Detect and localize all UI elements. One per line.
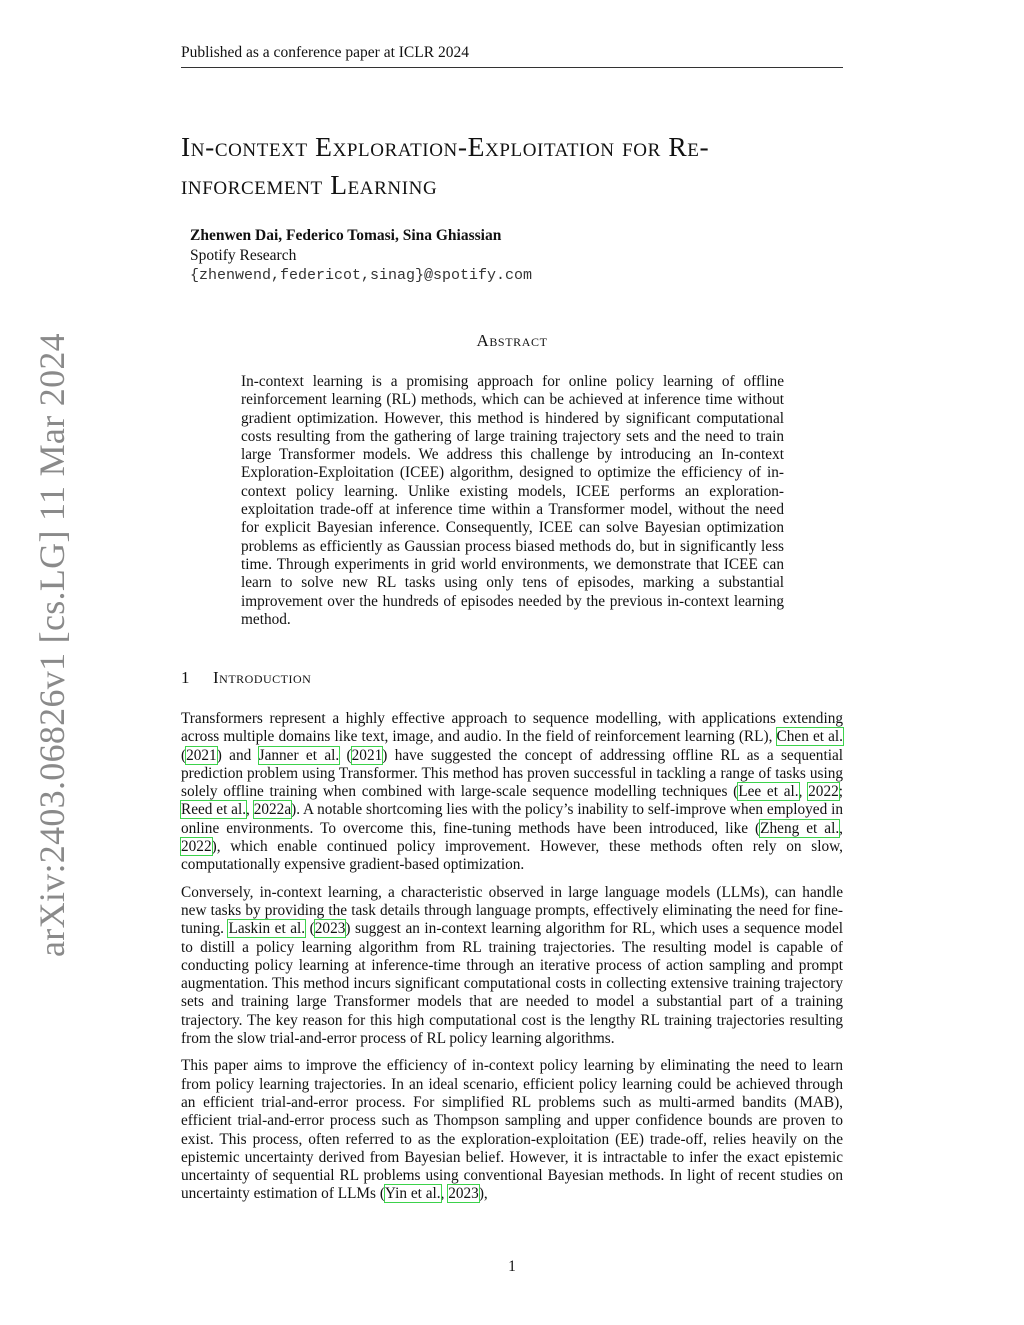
author-names: Zhenwen Dai, Federico Tomasi, Sina Ghiassian	[190, 227, 502, 244]
paragraph-2	[181, 884, 843, 1049]
citation-link[interactable]: Zheng et al.	[760, 819, 840, 837]
text-run: (	[181, 746, 187, 764]
citation-link[interactable]: Reed et al.	[181, 801, 247, 819]
citation-link[interactable]: Lee et al.	[738, 783, 799, 801]
text-run: ,	[839, 819, 843, 837]
text-run: (	[305, 920, 315, 938]
text-run: ) and	[216, 746, 259, 764]
text-run: ;	[838, 783, 843, 801]
text-run: ). A notable shortcoming lies with the policy’s inability to self-improve when employed in online environments. To overcome this, fine-tuning methods have been introduced, like (	[181, 801, 843, 837]
page-number: 1	[508, 1258, 516, 1275]
text-run: Transformers represent a highly effective approach to sequence modelling, with applications extending across multiple domains like text, image, and audio. In the field of reinforcement learning (RL),	[181, 710, 843, 746]
citation-link[interactable]: 2021	[186, 746, 217, 764]
running-header: Published as a conference paper at ICLR 2024	[181, 44, 843, 68]
text-run: Conversely, in-context learning, a characteristic observed in large language models (LLMs), can handle new tasks by providing the task details through language prompts, effectively eliminating the need for fine-tuning.	[181, 883, 843, 938]
paper-title	[181, 128, 861, 204]
body-text	[181, 710, 843, 1213]
arxiv-watermark: arXiv:2403.06826v1 [cs.LG] 11 Mar 2024	[32, 333, 72, 957]
text-run: ),	[478, 1185, 488, 1203]
text-run: ) have suggested the concept of addressing offline RL as a sequential prediction problem using Transformer. This method has proven successful in tackling a range of tasks using solely offline training when combined with large-scale sequence modelling techniques (	[181, 746, 843, 801]
section-title: Introduction	[213, 668, 312, 687]
citation-link[interactable]: 2021	[351, 746, 383, 764]
citation-link[interactable]: 2023	[314, 920, 346, 938]
text-run: ,	[246, 801, 254, 819]
citation-link[interactable]: Yin et al.	[384, 1185, 441, 1203]
citation-link[interactable]: Laskin et al.	[228, 920, 306, 938]
citation-link[interactable]: 2022	[808, 783, 839, 801]
text-run: (	[339, 746, 352, 764]
citation-link[interactable]: 2022	[181, 838, 212, 856]
title-line-2: inforcement Learning	[181, 169, 438, 200]
author-block	[190, 226, 532, 286]
text-run: ), which enable continued policy improvement. However, these methods often rely on slow, computationally expensive gradient-based optimization.	[181, 838, 843, 874]
paragraph-1	[181, 710, 843, 875]
citation-link[interactable]: 2023	[448, 1185, 479, 1203]
abstract-heading: Abstract	[476, 331, 548, 350]
abstract-text: In-context learning is a promising approach for online policy learning of offline reinforcement learning (RL) methods, which can be achieved at inference time without gradient optimization. However, this method is hindered by significant computational costs resulting from the gathering of large training trajectory sets and the need to train large Transformer models. We address this challenge by introducing an In-context Exploration-Exploitation (ICEE) algorithm, designed to optimize the efficiency of in-context policy learning. Unlike existing models, ICEE performs an exploration-exploitation trade-off at inference time within a Transformer model, without the need for explicit Bayesian inference. Consequently, ICEE can solve Bayesian optimization problems as efficiently as Gaussian process biased methods do, but in significantly less time. Through experiments in grid world environments, we demonstrate that ICEE can learn to solve new RL tasks using only tens of episodes, marking a substantial improvement over the hundreds of episodes needed by the previous in-context learning method.	[241, 373, 784, 628]
author-email: {zhenwend,federicot,sinag}@spotify.com	[190, 267, 533, 284]
text-run: ,	[798, 783, 809, 801]
paragraph-3	[181, 1057, 843, 1203]
citation-link[interactable]: 2022a	[253, 801, 292, 819]
text-run: ,	[440, 1185, 449, 1203]
section-heading	[181, 668, 311, 688]
text-run: ) suggest an in-context learning algorithm for RL, which uses a sequence model to distill a policy learning algorithm from RL training trajectories. The resulting model is capable of conducting policy learning at inference-time through an iterative process of action sampling and prompt augmentation. This method incurs significant computational costs in collecting extensive training trajectory sets and training large Transformer models that are needed to model a substantial part of a training trajectory. The key reason for this high computational cost is the lengthy RL training trajectories resulting from the slow trial-and-error process of RL policy learning algorithms.	[181, 920, 843, 1048]
title-line-1: In-context Exploration-Exploitation for Re-	[181, 131, 710, 162]
text-run: This paper aims to improve the efficiency of in-context policy learning by eliminating the need to learn from policy learning trajectories. In an ideal scenario, efficient policy learning could be achieved through an efficient trial-and-error process. For simplified RL problems such as multi-armed bandits (MAB), efficient trial-and-error process such as Thompson sampling and upper confidence bounds are proven to exist. This process, often referred to as the exploration-exploitation (EE) trade-off, relies heavily on the epistemic uncertainty derived from Bayesian belief. However, it is intractable to infer the exact epistemic uncertainty of sequential RL problems using conventional Bayesian methods. In light of recent studies on uncertainty estimation of LLMs (	[181, 1057, 843, 1203]
section-number: 1	[181, 668, 190, 687]
citation-link[interactable]: Chen et al.	[776, 728, 844, 746]
citation-link[interactable]: Janner et al.	[258, 746, 340, 764]
affiliation: Spotify Research	[190, 247, 297, 264]
